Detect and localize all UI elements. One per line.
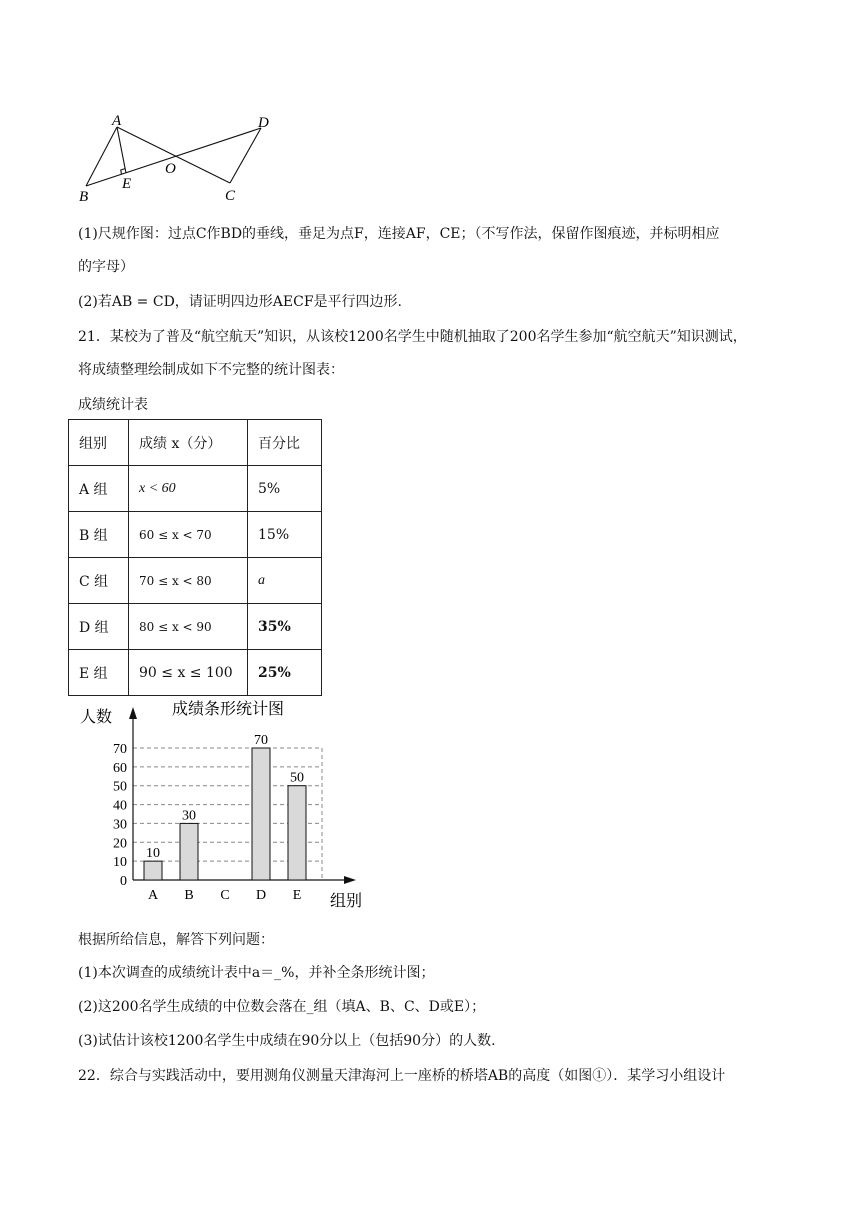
table-cell: x < 60: [129, 466, 248, 512]
y-tick-label: 30: [113, 817, 127, 833]
x-tick-label: D: [255, 888, 267, 903]
table-row: [69, 512, 322, 558]
x-tick-label: B: [184, 888, 194, 903]
x-tick-label: A: [147, 888, 159, 903]
y-tick-label: 60: [113, 760, 127, 776]
table-header: 组别: [69, 420, 129, 466]
q22-text: 22．综合与实践活动中，要用测角仪测量天津海河上一座桥的桥塔AB的高度（如图①）．某学习小组设计: [78, 1068, 726, 1084]
y-tick-label: 70: [113, 742, 127, 757]
y-tick-label: 40: [113, 798, 127, 814]
table-title: 成绩统计表: [78, 397, 148, 413]
q21-question2: (2)这200名学生成绩的中位数会落在_组（填A、B、C、D或E）；: [78, 999, 486, 1015]
table-cell: 60 ≤ x < 70: [129, 512, 248, 558]
label-O: O: [165, 161, 176, 177]
table-row: [69, 604, 322, 650]
q20-part1-line2: 的字母）: [78, 259, 134, 275]
label-C: C: [225, 188, 236, 204]
y-tick-label: 10: [113, 855, 127, 871]
table-header: 百分比: [248, 420, 322, 466]
x-tick-label: C: [220, 888, 230, 903]
table-header-row: [69, 420, 322, 466]
table-cell: 35%: [248, 604, 322, 650]
table-cell: 80 ≤ x < 90: [129, 604, 248, 650]
table-row: [69, 650, 322, 696]
score-table: [68, 419, 322, 696]
chart-title: 成绩条形统计图: [172, 701, 285, 718]
q21-intro-line1: 21．某校为了普及“航空航天”知识，从该校1200名学生中随机抽取了200名学生参加“航空航天”知识测试，: [78, 329, 747, 345]
data-label: 50: [290, 770, 304, 786]
table-cell: B 组: [69, 512, 129, 558]
bar-E: [288, 786, 306, 880]
bar-chart: [76, 695, 376, 915]
y-tick-label: 20: [113, 836, 127, 852]
q21-intro-line2: 将成绩整理绘制成如下不完整的统计图表：: [78, 362, 344, 378]
table-row: [69, 466, 322, 512]
q20-part1-line1: (1)尺规作图：过点C作BD的垂线，垂足为点F，连接AF，CE；（不写作法，保留作图痕迹，并标明相应: [78, 226, 720, 242]
geometry-figure: [70, 110, 290, 210]
table-cell: 15%: [248, 512, 322, 558]
table-cell: A 组: [69, 466, 129, 512]
q20-part2: (2)若AB = CD，请证明四边形AECF是平行四边形.: [78, 294, 403, 310]
x-axis-label: 组别: [330, 893, 363, 910]
table-cell: 90 ≤ x ≤ 100: [129, 650, 248, 696]
table-cell: E 组: [69, 650, 129, 696]
x-tick-label: E: [292, 888, 302, 903]
bar-A: [144, 861, 162, 880]
data-label: 70: [254, 733, 268, 748]
table-cell: C 组: [69, 558, 129, 604]
table-row: [69, 558, 322, 604]
bar-B: [180, 823, 198, 880]
label-A: A: [112, 113, 122, 129]
table-cell: a: [248, 558, 322, 604]
q21-question1: (1)本次调查的成绩统计表中a＝_%，并补全条形统计图；: [78, 965, 435, 981]
label-D: D: [258, 115, 269, 131]
q21-prompt: 根据所给信息，解答下列问题：: [78, 932, 274, 948]
table-cell: 25%: [248, 650, 322, 696]
table-cell: D 组: [69, 604, 129, 650]
data-label: 30: [182, 808, 196, 824]
label-E: E: [122, 176, 132, 192]
x-axis-arrow: [344, 876, 356, 884]
label-B: B: [79, 189, 89, 205]
y-tick-label: 50: [113, 779, 127, 795]
y-axis-arrow: [129, 707, 137, 719]
data-label: 10: [146, 846, 160, 862]
table-cell: 5%: [248, 466, 322, 512]
table-header: 成绩 x（分）: [129, 420, 248, 466]
bar-D: [252, 748, 270, 880]
y-tick-label: 0: [120, 874, 127, 889]
y-axis-label: 人数: [80, 709, 113, 726]
table-cell: 70 ≤ x < 80: [129, 558, 248, 604]
q21-question3: (3)试估计该校1200名学生中成绩在90分以上（包括90分）的人数.: [78, 1033, 496, 1049]
